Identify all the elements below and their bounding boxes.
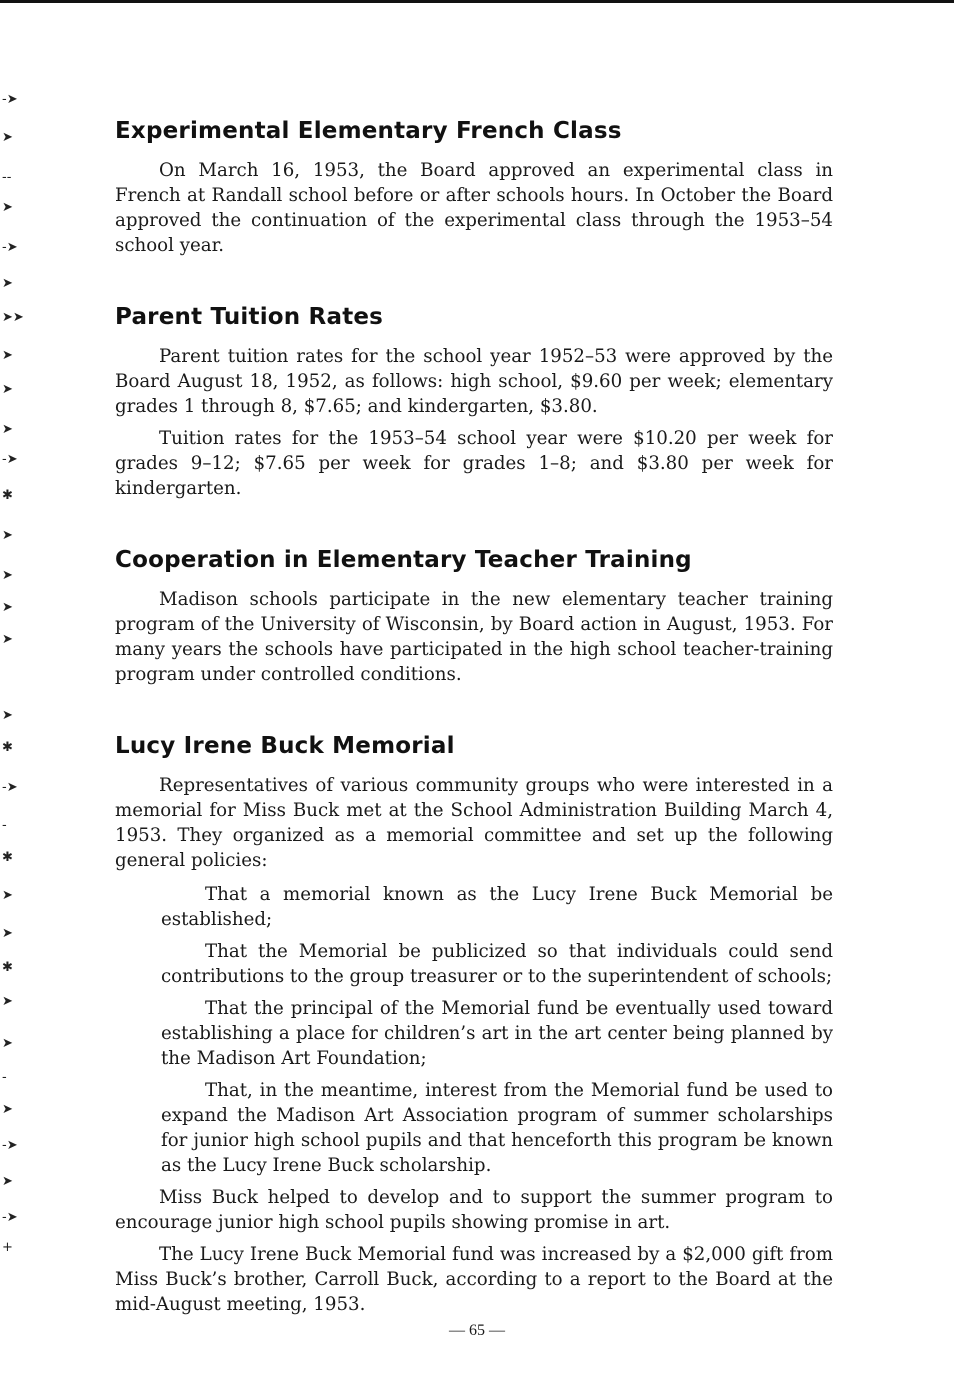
policy-item: That a memorial known as the Lucy Irene Buck Memorial be established; — [161, 884, 833, 930]
section-heading: Lucy Irene Buck Memorial — [115, 733, 455, 759]
body-paragraph: On March 16, 1953, the Board approved an experimental class in French at Randall school before or after schools hours. In October the Board approved the continuation of the experimental class through the 1953–54 school year. — [115, 160, 833, 256]
section-buck-memorial — [115, 733, 833, 1317]
section-french-class — [115, 118, 833, 258]
body-paragraph: Madison schools participate in the new elementary teacher training program of the University of Wisconsin, by Board action in August, 1953. For many years the schools have participated in the high school teacher-training program under controlled conditions. — [115, 589, 833, 685]
body-paragraph: Parent tuition rates for the school year 1952–53 were approved by the Board August 18, 1952, as follows: high school, $9.60 per week; elementary grades 1 through 8, $7.65; and kindergarten, $3.80. — [115, 346, 833, 417]
policy-item: That the Memorial be publicized so that individuals could send contributions to the group treasurer or to the superintendent of schools; — [161, 941, 833, 987]
page-top-border — [0, 0, 954, 3]
body-paragraph: The Lucy Irene Buck Memorial fund was increased by a $2,000 gift from Miss Buck’s brother, Carroll Buck, according to a report to the Board at the mid-August meeting, 1953. — [115, 1244, 833, 1315]
policy-item: That the principal of the Memorial fund be eventually used toward establishing a place for children’s art in the art center being planned by the Madison Art Foundation; — [161, 998, 833, 1069]
body-paragraph: Representatives of various community groups who were interested in a memorial for Miss Buck met at the School Administration Building March 4, 1953. They organized as a memorial committee and set up the following general policies: — [115, 775, 833, 871]
section-tuition-rates — [115, 304, 833, 501]
binding-marks: -➤ ➤ -- ➤ -➤ ➤ ➤➤ ➤ ➤ ➤ -➤ ✱ ➤ ➤ ➤ ➤ ➤ ✱ -➤ - ✱ ➤ ➤ ✱ ➤ ➤ - ➤ -➤ ➤ -➤ + — [2, 92, 24, 1255]
section-heading: Cooperation in Elementary Teacher Training — [115, 547, 692, 573]
body-paragraph: Tuition rates for the 1953–54 school year were $10.20 per week for grades 9–12; $7.65 per week for grades 1–8; and $3.80 per week for kindergarten. — [115, 428, 833, 499]
policy-item: That, in the meantime, interest from the Memorial fund be used to expand the Madison Art Association program of summer scholarships for junior high school pupils and that henceforth this program be known as the Lucy Irene Buck scholarship. — [161, 1080, 833, 1176]
document-page — [115, 118, 833, 1363]
section-heading: Parent Tuition Rates — [115, 304, 384, 330]
body-paragraph: Miss Buck helped to develop and to support the summer program to encourage junior high school pupils showing promise in art. — [115, 1187, 833, 1233]
section-heading: Experimental Elementary French Class — [115, 118, 622, 144]
page-number: — 65 — — [449, 1322, 505, 1339]
section-teacher-training — [115, 547, 833, 687]
